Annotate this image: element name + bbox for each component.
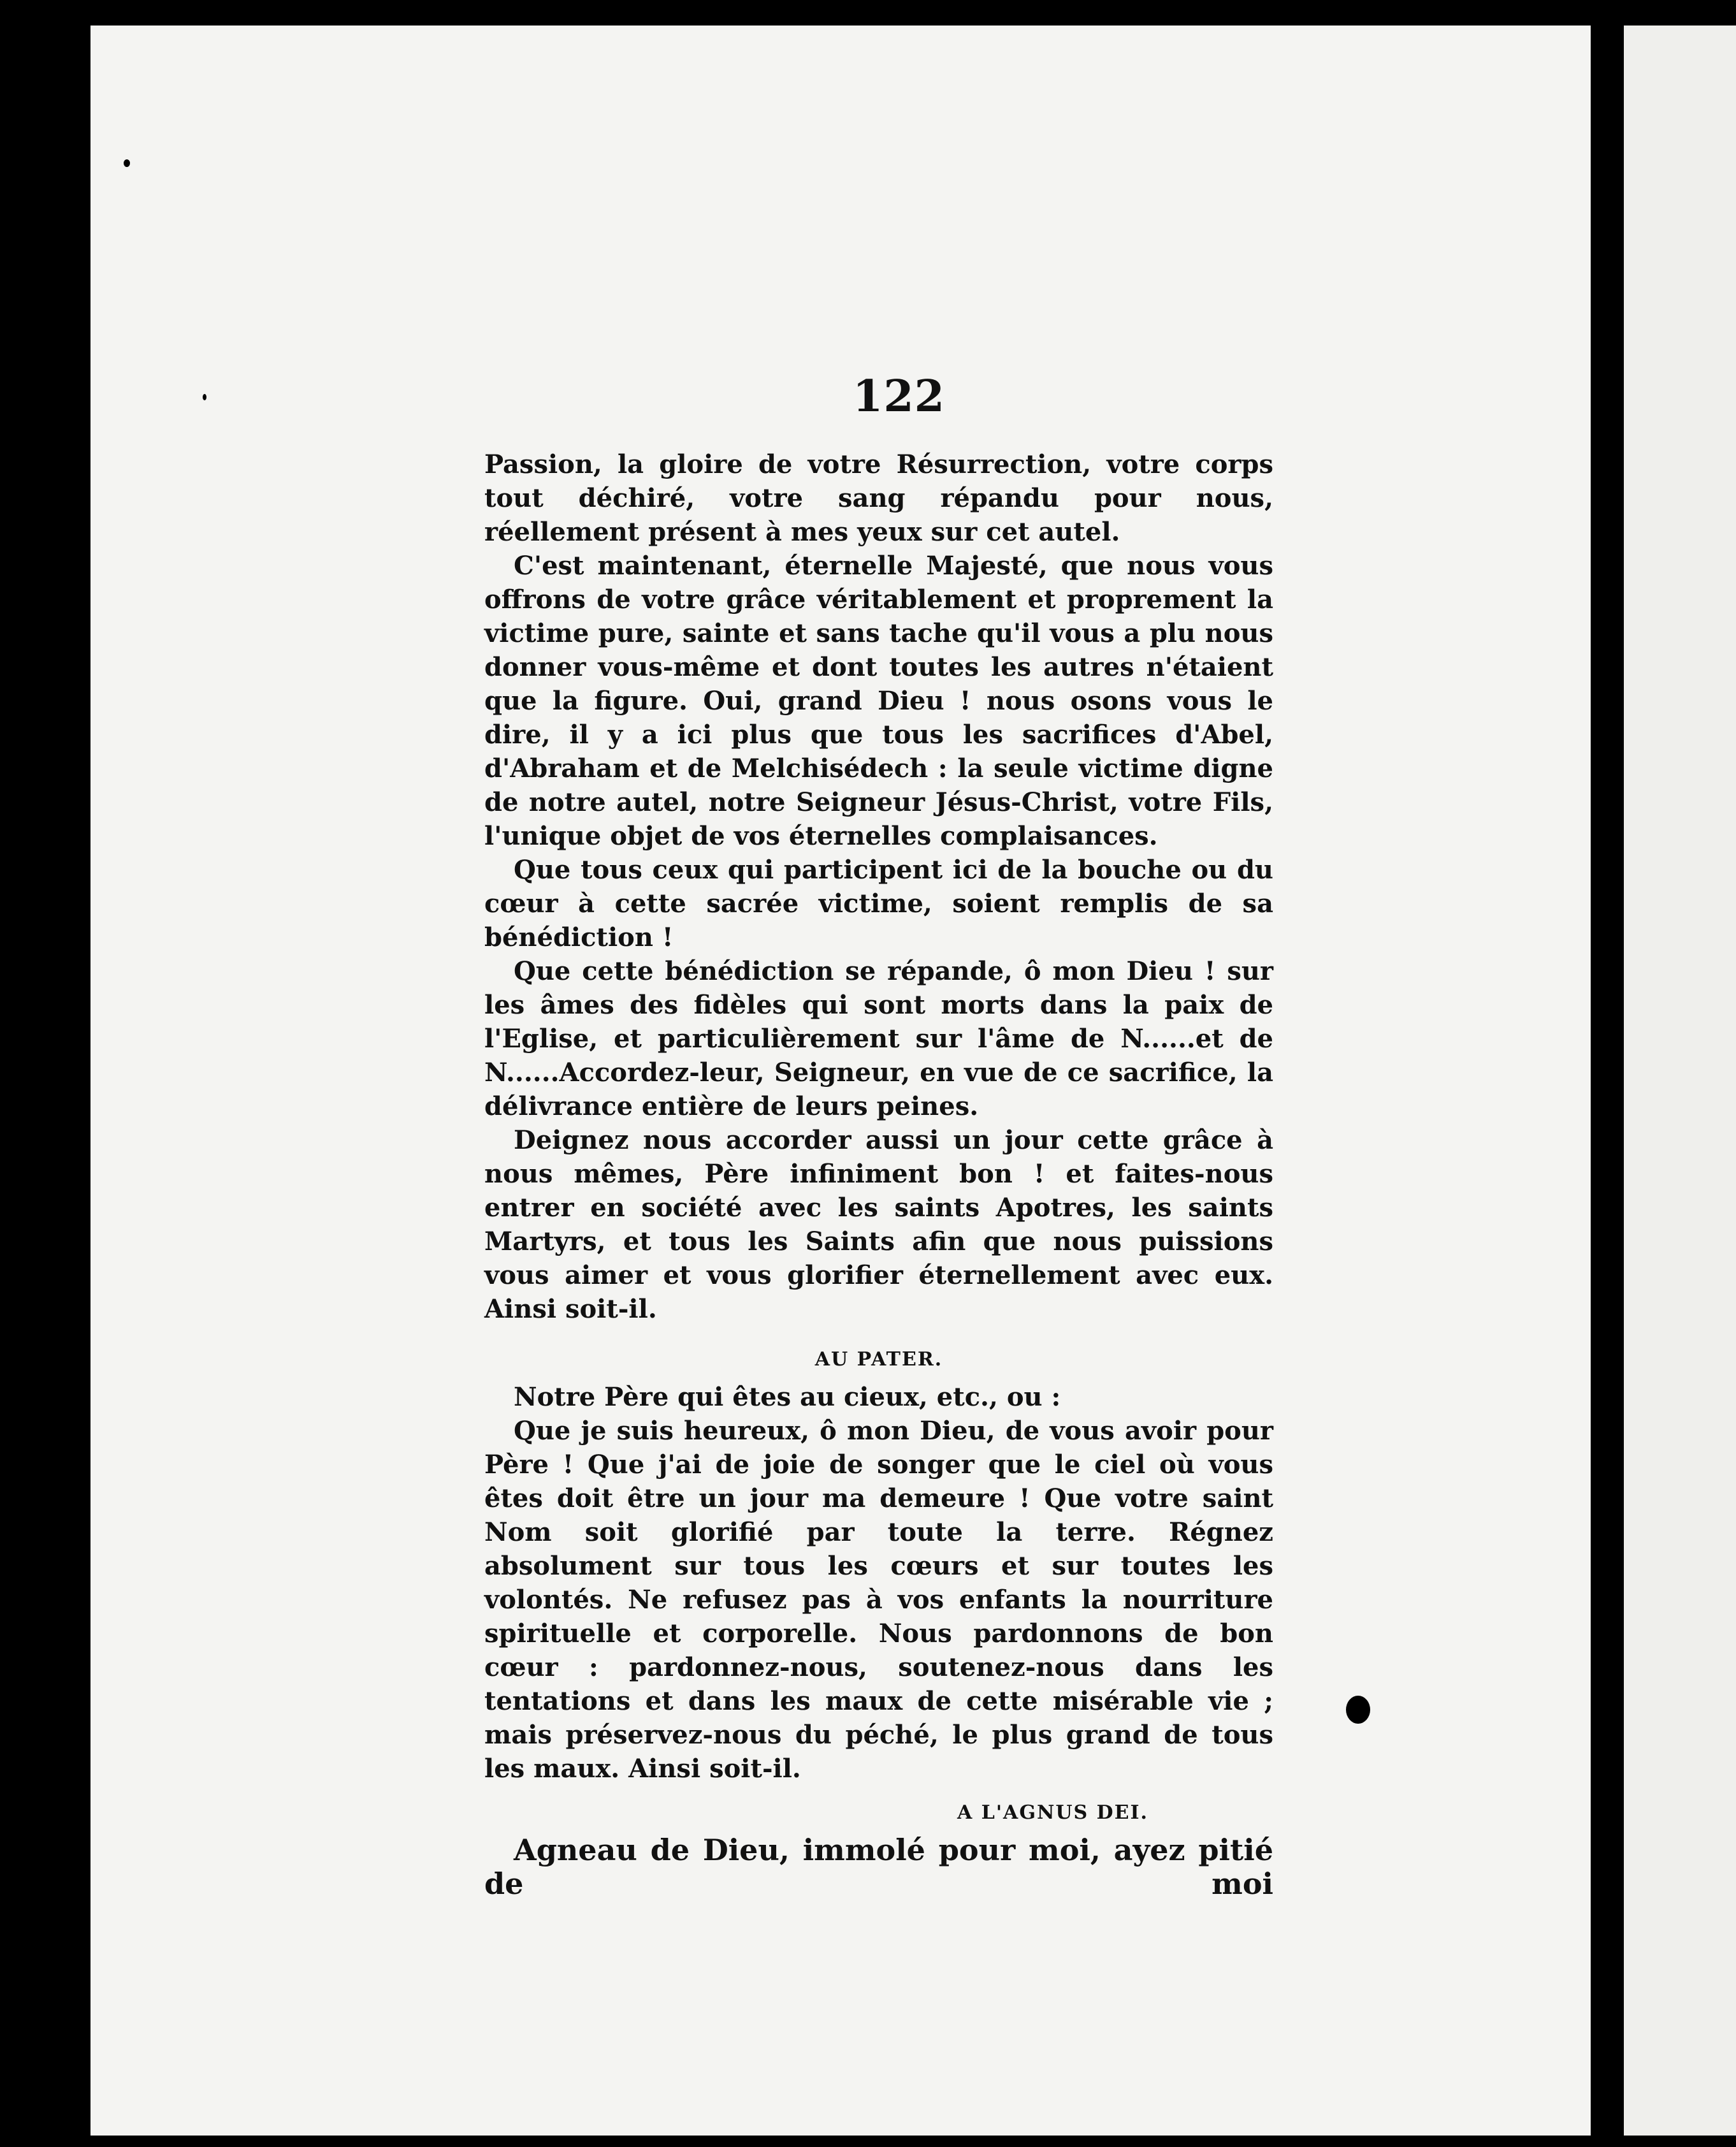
- ink-blot: [1346, 1696, 1370, 1724]
- scan-speck: [203, 394, 206, 400]
- paragraph: Que tous ceux qui participent ici de la bouche ou du cœur à cette sacrée victime, soient remplis de sa bénédiction !: [484, 855, 1273, 952]
- paragraph: C'est maintenant, éternelle Majesté, que nous vous offrons de votre grâce véritablement et proprement la victime pure, sainte et sans tache qu'il vous a plu nous donner vous-même et dont toutes les autres n'étaient que la figure. Oui, grand Dieu ! nous osons vous le dire, il y a ici plus que tous les sacrifices d'Abel, d'Abraham et de Melchisédech : la seule victime digne de notre autel, notre Seigneur Jésus-Christ, votre Fils, l'unique objet de vos éternelles complaisances.: [484, 551, 1273, 851]
- paragraph: Deignez nous accorder aussi un jour cette grâce à nous mêmes, Père infiniment bon ! et faites-nous entrer en société avec les saints Apotres, les saints Martyrs, et tous les Saints afin que nous puissions vous aimer et vous glorifier éternellement avec eux. Ainsi soit-il.: [484, 1125, 1273, 1324]
- section-heading-pater: AU PATER.: [814, 1348, 943, 1371]
- section-heading-agnus: A L'AGNUS DEI.: [957, 1801, 1148, 1824]
- facing-page-edge: [1624, 25, 1736, 2136]
- pater-intro: Notre Père qui êtes au cieux, etc., ou :: [514, 1382, 1061, 1412]
- scan-speck: [124, 159, 130, 167]
- body-text: [484, 448, 1273, 1901]
- paragraph: Que cette bénédiction se répande, ô mon Dieu ! sur les âmes des fidèles qui sont morts dans la paix de l'Eglise, et particulièrement sur l'âme de N......et de N......Accordez-leur, Seigneur, en vue de ce sacrifice, la délivrance entière de leurs peines.: [484, 956, 1273, 1121]
- page-number: 122: [853, 371, 945, 422]
- paragraph: Passion, la gloire de votre Résurrection, votre corps tout déchiré, votre sang répandu pour nous, réellement présent à mes yeux sur cet autel.: [484, 449, 1273, 547]
- pater-prayer: Que je suis heureux, ô mon Dieu, de vous avoir pour Père ! Que j'ai de joie de songer que le ciel où vous êtes doit être un jour ma demeure ! Que votre saint Nom soit glorifié par toute la terre. Régnez absolument sur tous les cœurs et sur toutes les volontés. Ne refusez pas à vos enfants la nourriture spirituelle et corporelle. Nous pardonnons de bon cœur : pardonnez-nous, soutenez-nous dans les tentations et dans les maux de cette misérable vie ; mais préservez-nous du péché, le plus grand de tous les maux. Ainsi soit-il.: [484, 1416, 1273, 1784]
- agnus-prayer: Agneau de Dieu, immolé pour moi, ayez pitié de moi: [484, 1833, 1273, 1901]
